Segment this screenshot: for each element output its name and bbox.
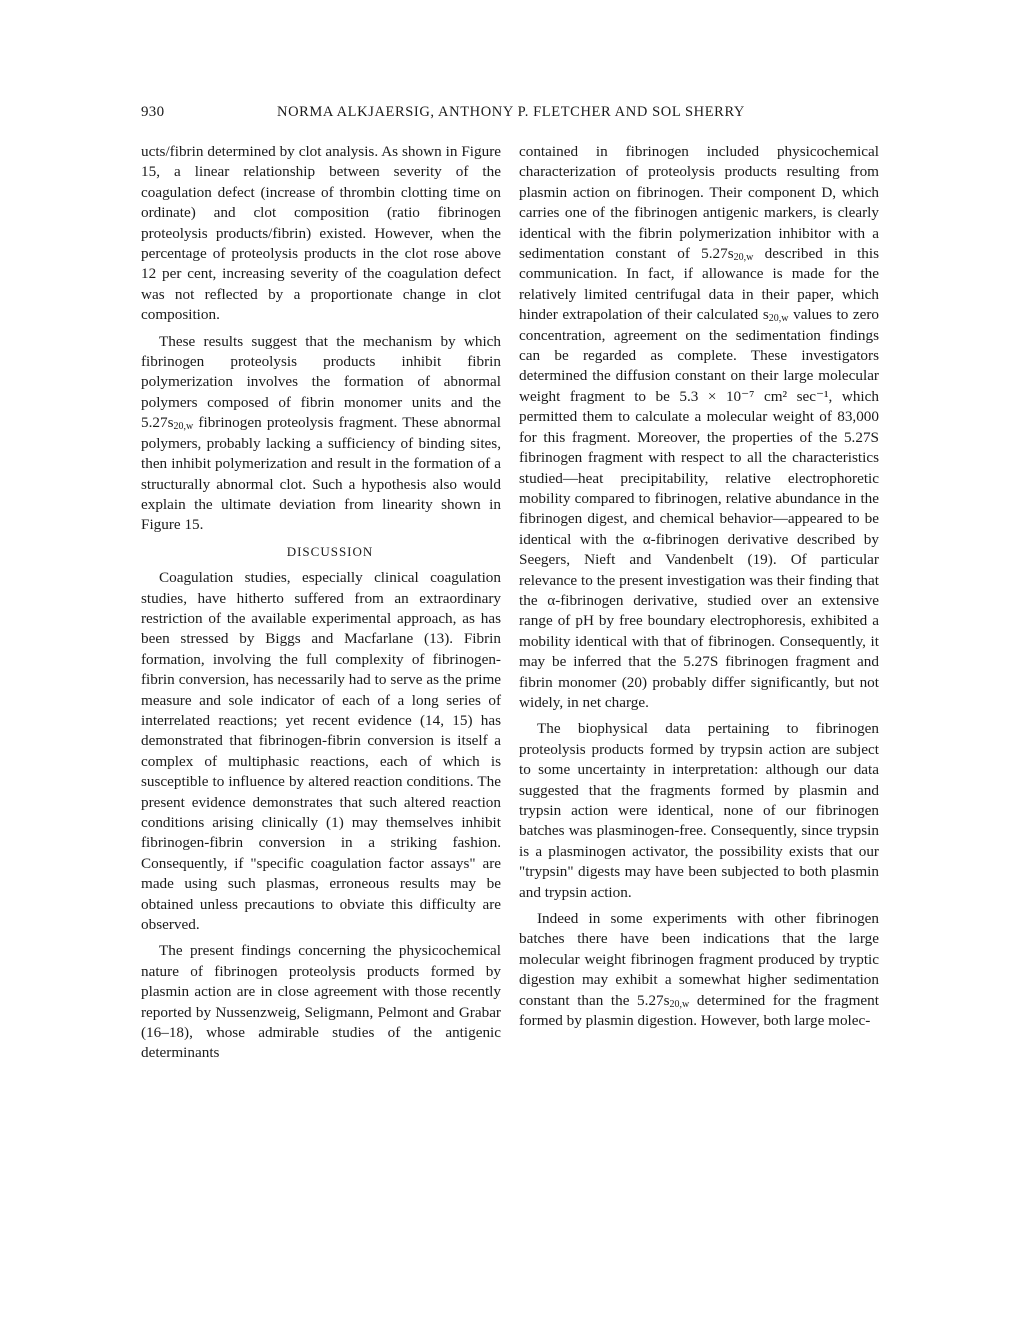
paragraph-component-d — [519, 142, 879, 713]
text-run: values to zero concentration, agreement on the sedimentation findings can be regarded as complete. These investigators determined the diffusion constant on their large molecular weight fragment to be 5.3 × 10⁻⁷ cm² sec⁻¹, which permitted them to calculate a molecular weight of 83,000 for this fragment. Moreover, the properties of the 5.27S fibrinogen fragment with respect to all the characteristics studied—heat precipitability, relative electrophoretic mobility compared to fibrinogen, relative abundance in the fibrinogen digest, and chemical behavior—appeared to be identical with the α-fibrinogen derivative described by Seegers, Nieft and Vandenbelt (19). Of particular relevance to the present investigation was their finding that the α-fibrinogen derivative, studied over an extensive range of pH by free boundary electrophoresis, exhibited a mobility identical with that of fibrinogen. Consequently, it may be inferred that the 5.27S fibrinogen fragment and fibrin monomer (20) probably differ significantly, but not widely, in net charge. — [519, 306, 880, 711]
text-run: contained in fibrinogen included physicochemical characterization of proteolysis products resulting from plasmin action on fibrinogen. Their component D, which carries one of the fibrinogen antigenic markers, is clearly identical with the fibrin polymerization inhibitor with a sedimentation constant of 5.27s — [519, 143, 879, 263]
subscript: 20,w — [768, 313, 789, 325]
running-head: NORMA ALKJAERSIG, ANTHONY P. FLETCHER AND SOL SHERRY — [277, 104, 745, 120]
page-header — [141, 104, 878, 128]
paragraph-clot-analysis: ucts/fibrin determined by clot analysis. As shown in Figure 15, a linear relationship between severity of the coagulation defect (increase of thrombin clotting time on ordinate) and clot composition (ratio fibrinogen proteolysis products/fibrin) existed. However, when the percentage of proteolysis products in the clot rose above 12 per cent, increasing severity of the coagulation defect was not reflected by a proportionate change in clot composition. — [141, 143, 501, 324]
right-column — [519, 142, 879, 1031]
page-number: 930 — [141, 104, 165, 120]
text-run: described in this communication. In fact, if allowance is made for the relatively limited centrifugal data in their paper, which hinder extrapolation of their calculated s — [519, 245, 880, 324]
paragraph-mechanism — [141, 332, 501, 536]
text-run: determined for the fragment formed by plasmin digestion. However, both large molec- — [519, 991, 879, 1030]
text-run: These results suggest that the mechanism by which fibrinogen proteolysis products inhibit fibrin polymerization involves the formation of abnormal polymers composed of fibrin monomer units and the 5.27s — [141, 332, 501, 432]
left-column — [141, 142, 501, 1064]
paragraph-present-findings: The present findings concerning the physicochemical nature of fibrinogen proteolysis products formed by plasmin action are in close agreement with those recently reported by Nussenzweig, Seligmann, Pelmont and Grabar (16–18), whose admirable studies of the antigenic determinants — [141, 942, 501, 1062]
text-run: fibrinogen proteolysis fragment. These abnormal polymers, probably lacking a sufficiency of binding sites, then inhibit polymerization and result in the formation of a structurally abnormal clot. Such a hypothesis also would explain the ultimate deviation from linearity shown in Figure 15. — [141, 414, 501, 534]
paragraph-indeed — [519, 909, 879, 1031]
text-run: Indeed in some experiments with other fibrinogen batches there have been indications that the large molecular weight fibrinogen fragment produced by tryptic digestion may exhibit a somewhat higher sedimentation constant than the 5.27s — [519, 910, 879, 1009]
subscript: 20,w — [173, 421, 194, 433]
subscript: 20,w — [669, 998, 690, 1010]
section-heading-discussion: DISCUSSION — [286, 543, 374, 559]
paragraph-coagulation-studies: Coagulation studies, especially clinical coagulation studies, have hitherto suffered from an extraordinary restriction of the available experimental approach, as has been stressed by Biggs and Macfarlane (13). Fibrin formation, involving the full complexity of fibrinogen-fibrin conversion, has necessarily had to serve as the prime measure and sole indicator of each of a long series of interrelated reactions; yet recent evidence (14, 15) has demonstrated that fibrinogen-fibrin conversion is itself a complex of multiphasic reactions, each of which is susceptible to influence by altered reaction conditions. The present evidence demonstrates that such altered reaction conditions arising clinically (1) may themselves inhibit fibrinogen-fibrin conversion in a striking fashion. Consequently, if "specific coagulation factor assays" are made using such plasmas, erroneous results may be obtained unless precautions to obviate this difficulty are observed. — [141, 569, 501, 934]
paragraph-biophysical-data: The biophysical data pertaining to fibrinogen proteolysis products formed by trypsin action are subject to some uncertainty in interpretation: although our data suggested that the fragments formed by plasmin and trypsin action were identical, none of our fibrinogen batches was plasminogen-free. Consequently, since trypsin is a plasminogen activator, the possibility exists that our "trypsin" digests may have been subjected to both plasmin and trypsin action. — [519, 720, 879, 901]
subscript: 20,w — [733, 252, 754, 264]
